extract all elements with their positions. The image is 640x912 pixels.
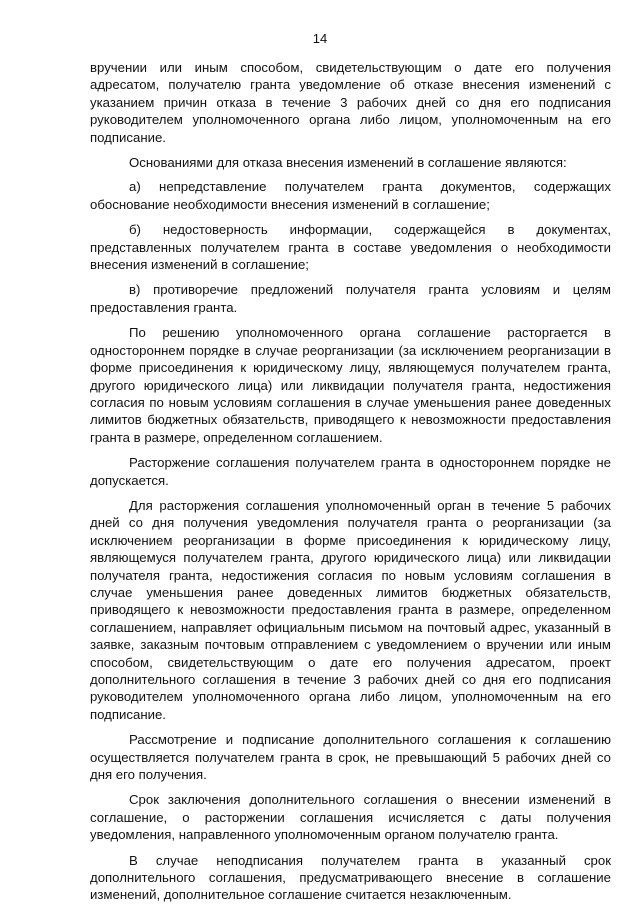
paragraph-1: вручении или иным способом, свидетельствующим о дате его получения адресатом, получателю гранта уведомление об отказе внесения изменений с указанием причин отказа в течение 3 рабочих дней со дня его подписания руководителем уполномоченного органа либо лицом, уполномоченным на его подписание.: [90, 60, 611, 145]
paragraph-11: В случае неподписания получателем гранта в указанный срок дополнительного соглашения, предусматривающего внесение в соглашение изменений, дополнительное соглашение считается незаключенным.: [90, 852, 611, 903]
paragraph-6: По решению уполномоченного органа соглашение расторгается в одностороннем порядке в случае реорганизации (за исключением реорганизации в форме присоединения к юридическому лицу, являющемуся получателем гранта, другого юридического лица) или ликвидации получателя гранта, недостижения согласия по новым условиям соглашения в случае уменьшения ранее доведенных лимитов бюджетных обязательств, приводящего к невозможности предоставления гранта в размере, определенном соглашением.: [90, 325, 611, 445]
paragraph-9: Рассмотрение и подписание дополнительного соглашения к соглашению осуществляется получателем гранта в срок, не превышающий 5 рабочих дней со дня его получения.: [90, 732, 611, 783]
paragraph-2: Основаниями для отказа внесения изменений в соглашение являются:: [129, 155, 567, 171]
paragraph-3: а) непредставление получателем гранта документов, содержащих обоснование необходимости внесения изменений в соглашение;: [90, 179, 611, 212]
paragraph-5: в) противоречие предложений получателя гранта условиям и целям предоставления гранта.: [90, 282, 611, 315]
paragraph-8: Для расторжения соглашения уполномоченный орган в течение 5 рабочих дней со дня получения уведомления получателя гранта о реорганизации (за исключением реорганизации в форме присоединения к юридическому лицу, являющемуся получателем гранта, другого юридического лица) или ликвидации получателя гранта, недостижения согласия по новым условиям соглашения в случае уменьшения ранее доведенных лимитов бюджетных обязательств, приводящего к невозможности предоставления гранта в размере, определенном соглашением, направляет официальным письмом на почтовый адрес, указанный в заявке, заказным почтовым отправлением с уведомлением о вручении или иным способом, свидетельствующим о дате его получения адресатом, проект дополнительного соглашения в течение 3 рабочих дней со дня его подписания руководителем уполномоченного органа либо лицом, уполномоченным на его подписание.: [90, 497, 611, 722]
paragraph-4: б) недостоверность информации, содержащейся в документах, представленных получателем гранта в составе уведомления о необходимости внесения изменений в соглашение;: [90, 222, 611, 273]
paragraph-10: Срок заключения дополнительного соглашения о внесении изменений в соглашение, о расторжении соглашения исчисляется с даты получения уведомления, направленного уполномоченным органом получателю гранта.: [90, 792, 611, 843]
page-number: 14: [312, 31, 328, 46]
document-body: [90, 59, 611, 912]
paragraph-7: Расторжение соглашения получателем гранта в одностороннем порядке не допускается.: [90, 455, 611, 488]
